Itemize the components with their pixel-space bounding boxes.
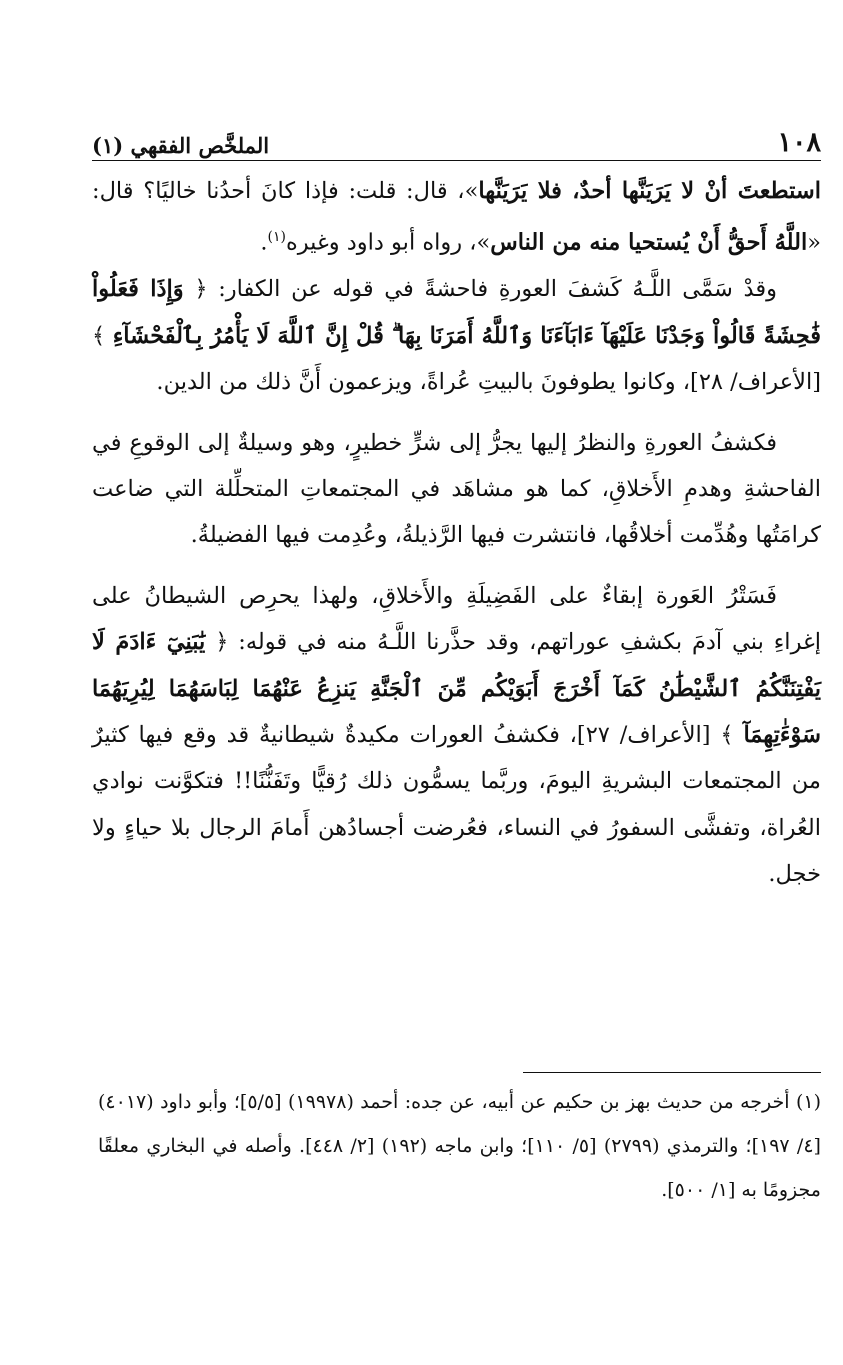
hadith-quote-2: اللَّهُ أَحقُّ أَنْ يُستحيا منه من الناس <box>490 229 808 256</box>
running-title: الملخَّص الفقهي (١) <box>92 133 270 158</box>
footnote-1: (١) أخرجه من حديث بهز بن حكيم عن أبيه، عن جده: أحمد (١٩٩٧٨) [٥/٥]؛ وأبو داود (٤٠١٧) [٤/ ١٩٧]؛ والترمذي (٢٧٩٩) [٥/ ١١٠]؛ وابن ماجه (١٩٢) [٢/ ٤٤٨]. وأصله في البخاري معلقًا مجزومًا به [١/ ٥٠٠]. <box>98 1091 821 1201</box>
paragraph-1-text-c: »، رواه أبو داود وغيره <box>285 229 491 256</box>
hadith-quote-1: استطعتَ أنْ لا يَرَيَنَّها أحدٌ، فلا يَرَيَنَّها <box>478 178 821 204</box>
paragraph-1-end: . <box>260 229 268 256</box>
paragraph-2-lead: وقدْ سَمَّى اللَّـهُ كَشفَ العورةِ فاحشةً في قوله عن الكفار: ﴿ <box>194 276 777 303</box>
paragraph-gap <box>92 559 821 573</box>
paragraph-1-text-b: قال: « <box>92 178 821 256</box>
paragraph-4-lead: فَسَتْرُ العَورة إبقاءٌ على الفَضِيلَةِ والأَخلاقِ، ولهذا يحرِص الشيطانُ على إغراءِ بني آدمَ بكشفِ عوراتهم، وقد حذَّرنا اللَّـهُ منه في قوله: ﴿ <box>92 582 821 656</box>
paragraph-1 <box>92 168 821 266</box>
paragraph-4-tail: ﴾ [الأعراف/ ٢٧]، فكشفُ العورات مكيدةٌ شيطانيةٌ قد وقع فيها كثيرٌ من المجتمعات البشريةِ اليومَ، وربَّما يسمُّون ذلك رُقيًّا وتَفَنُّنًا!! فتكوَّنت نوادي العُراة، وتفشَّى السفورُ في النساء، فعُرضت أجسادُهن أَمامَ الرجال بلا حياءٍ ولا خجل. <box>92 721 821 888</box>
paragraph-gap <box>92 406 821 420</box>
header-rule <box>92 160 821 161</box>
main-text <box>92 168 821 898</box>
footnote-rule <box>523 1072 821 1073</box>
page-header <box>92 118 821 158</box>
page-number: ١٠٨ <box>777 127 821 158</box>
paragraph-3: فكشفُ العورةِ والنظرُ إليها يجرُّ إلى شرٍّ خطيرٍ، وهو وسيلةٌ إلى الوقوعِ في الفاحشةِ وهدمِ الأَخلاقِ، كما هو مشاهَد في المجتمعاتِ المتحلِّلة التي ضاعت كرامَتُها وهُدِّمت أخلاقُها، فانتشرت فيها الرَّذيلةُ، وعُدِمت فيها الفضيلةُ. <box>92 429 821 549</box>
footnote-marker: (١) <box>267 229 286 246</box>
footnotes <box>98 1080 821 1212</box>
paragraph-2-tail: ﴾ [الأعراف/ ٢٨]، وكانوا يطوفونَ بالبيتِ عُراةً، ويزعمون أَنَّ ذلك من الدين. <box>92 322 821 396</box>
quran-verse-araf-28: وَإِذَا فَعَلُواْ فَٰحِشَةً قَالُواْ وَجَدْنَا عَلَيْهَآ ءَابَآءَنَا وَٱللَّهُ أَمَرَنَا بِهَا ۗ قُلْ إِنَّ ٱللَّهَ لَا يَأْمُرُ بِٱلْفَحْشَآءِ <box>92 276 821 349</box>
paragraph-2 <box>92 266 821 405</box>
paragraph-4 <box>92 573 821 898</box>
paragraph-1-text-a: »، قال: قلت: فإذا كانَ أحدُنا خاليًا؟ <box>143 178 479 204</box>
quran-verse-araf-27: يَٰبَنِيٓ ءَادَمَ لَا يَفْتِنَنَّكُمُ ٱلشَّيْطَٰنُ كَمَآ أَخْرَجَ أَبَوَيْكُم مِّنَ ٱلْجَنَّةِ يَنزِعُ عَنْهُمَا لِبَاسَهُمَا لِيُرِيَهُمَا سَوْءَٰتِهِمَآ <box>92 629 821 748</box>
